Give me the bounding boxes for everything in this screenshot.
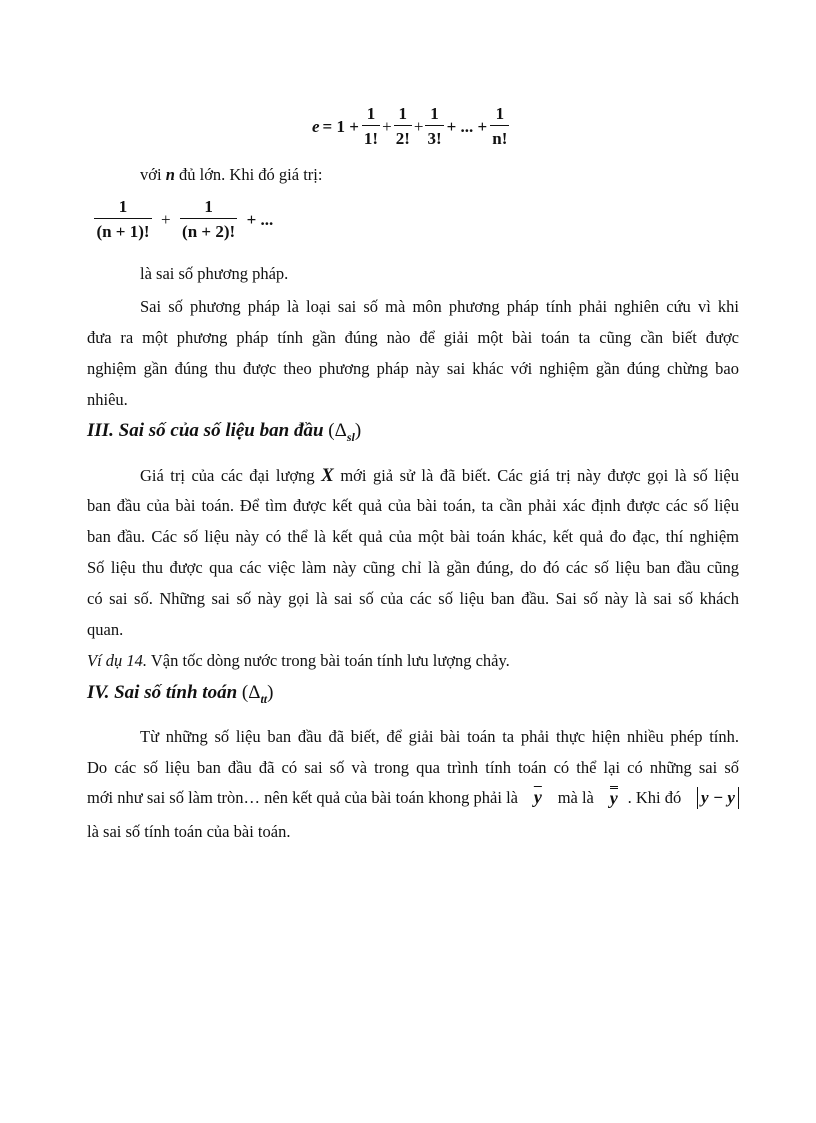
method-error-label: là sai số phương pháp.	[140, 264, 289, 283]
heading-section-4: IV. Sai số tính toán $(\Delta_{tt})$	[87, 682, 274, 706]
formula-e-ellipsis: + ... +	[446, 116, 488, 136]
y-double-bar: y	[609, 788, 618, 808]
example-label: Ví dụ 14.	[87, 651, 148, 670]
paragraph-line: nhiêu.	[87, 390, 128, 409]
fraction: $\frac{1}{(n + 1)!}$	[96, 197, 150, 241]
heading-section-3: III. Sai số của số liệu ban đầu $(\Delta_{sl})$	[87, 420, 362, 444]
paragraph-line: Từ những số liệu ban đầu đã biết, để giải bài toán ta phải thực hiện nhiều phép tính.	[140, 727, 739, 746]
formula-e-eq: = 1 +	[322, 116, 359, 136]
fraction: $\frac{1}{1!}$	[363, 104, 379, 148]
paragraph-line: ban đầu. Các số liệu này có thể là kết quả của một bài toán khác, kết quả đo đạc, thí nghiệm	[87, 527, 739, 546]
paragraph-line: Giá trị của các đại lượng X mới giả sử là đã biết. Các giá trị này được gọi là số liệu	[140, 465, 740, 486]
paragraph-line: đưa ra một phương pháp tính gần đúng nào để giải một bài toán ta cũng cần biết được	[87, 328, 739, 347]
fraction: $\frac{1}{n!}$	[492, 104, 508, 148]
paragraph-line: mới như sai số làm tròn… nên kết quả của bài toán khong phải là $\overline{y}$ mà là y . Khi đó y − y	[87, 786, 739, 809]
paragraph-line: là sai số tính toán của bài toán.	[87, 822, 291, 841]
example-14	[87, 651, 510, 671]
y-bar: $\overline{y}$	[533, 787, 542, 807]
paragraph-line: ban đầu của bài toán. Để tìm được kết quả của bài toán, ta cần phải xác định được các số liệu	[87, 496, 739, 515]
formula-e-lhs: e	[312, 116, 320, 136]
fraction: $\frac{1}{3!}$	[427, 104, 442, 148]
formula-e: e = 1 + $\frac{1}{1!}$ + $\frac{1}{2!}$ + $\frac{1}{3!}$ + ... + $\frac{1}{n!}$	[312, 104, 508, 148]
fraction: $\frac{1}{(n + 2)!}$	[182, 197, 236, 241]
example-text: Vận tốc dòng nước trong bài toán tính lưu lượng chảy.	[150, 651, 510, 670]
fraction: $\frac{1}{2!}$	[395, 104, 410, 148]
formula-remainder: $\frac{1}{(n + 1)!}$ + $\frac{1}{(n + 2)!}$ + ...	[87, 196, 275, 243]
absolute-difference: y − y	[697, 787, 739, 809]
paragraph-line: nghiệm gần đúng thu được theo phương pháp này sai khác với nghiệm gần đúng chừng bao	[87, 359, 739, 378]
paragraph-line: quan.	[87, 620, 124, 639]
paragraph-line: Sai số phương pháp là loại sai số mà môn phương pháp tính phải nghiên cứu vì khi	[140, 297, 739, 316]
paragraph-line: Số liệu thu được qua các việc làm này cũng chỉ là gần đúng, do đó các số liệu ban đầu cũng	[87, 558, 739, 577]
paragraph-line: có sai số. Những sai số này gọi là sai số của các số liệu ban đầu. Sai số này là sai số khách	[87, 589, 739, 608]
text-with-n: với n đủ lớn. Khi đó giá trị:	[140, 165, 323, 184]
paragraph-line: Do các số liệu ban đầu đã có sai số và trong qua trình tính toán có thể lại có những sai số	[87, 758, 739, 777]
